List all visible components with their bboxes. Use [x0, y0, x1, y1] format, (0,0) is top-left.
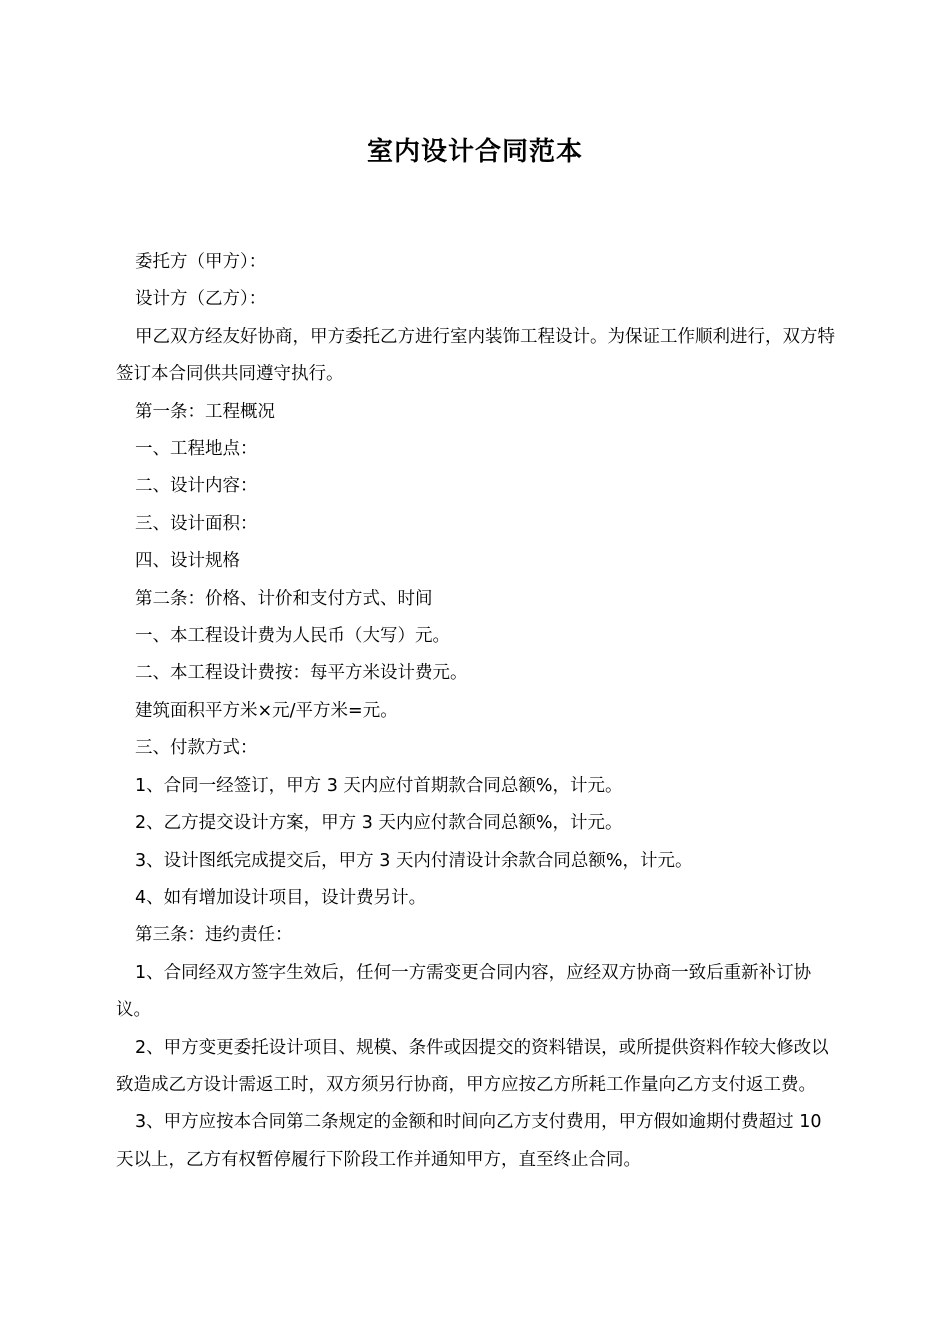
document-body: [116, 244, 840, 1179]
paragraph-payment-4: 4、如有增加设计项目，设计费另计。: [135, 887, 427, 908]
paragraph-liability-1: 1、合同经双方签字生效后，任何一方需变更合同内容，应经双方协商一致后重新补订协议。: [116, 962, 812, 1021]
paragraph-design-fee-total: 一、本工程设计费为人民币（大写）元。: [135, 626, 450, 647]
paragraph-liability-2: 2、甲方变更委托设计项目、规模、条件或因提交的资料错误，或所提供资料作较大修改以致造成乙方设计需返工时，双方须另行协商，甲方应按乙方所耗工作量向乙方支付返工费。: [116, 1037, 829, 1095]
paragraph-liability-3: 3、甲方应按本合同第二条规定的金额和时间向乙方支付费用，甲方假如逾期付费超过 10 天以上，乙方有权暂停履行下阶段工作并通知甲方，直至终止合同。: [116, 1112, 822, 1170]
article-3-heading: 第三条：违约责任：: [135, 925, 293, 946]
paragraph-design-fee-rate: 二、本工程设计费按：每平方米设计费元。: [135, 663, 468, 684]
paragraph-project-location: 一、工程地点：: [135, 439, 258, 460]
paragraph-design-spec: 四、设计规格: [135, 551, 240, 572]
paragraph-preamble: 甲乙双方经友好协商，甲方委托乙方进行室内装饰工程设计。为保证工作顺利进行，双方特签订本合同供共同遵守执行。: [116, 326, 835, 385]
paragraph-payment-2: 2、乙方提交设计方案，甲方 3 天内应付款合同总额%，计元。: [135, 813, 623, 834]
paragraph-design-area: 三、设计面积：: [135, 513, 258, 534]
paragraph-payment-1: 1、合同一经签订，甲方 3 天内应付首期款合同总额%，计元。: [135, 775, 623, 796]
paragraph-designer: 设计方（乙方）：: [135, 289, 267, 310]
paragraph-client: 委托方（甲方）：: [135, 252, 267, 272]
article-1-heading: 第一条：工程概况: [135, 401, 275, 422]
paragraph-area-formula: 建筑面积平方米×元/平方米=元。: [135, 700, 398, 721]
paragraph-payment-3: 3、设计图纸完成提交后，甲方 3 天内付清设计余款合同总额%，计元。: [135, 850, 693, 871]
paragraph-design-content: 二、设计内容：: [135, 476, 258, 497]
document-title: 室内设计合同范本: [366, 137, 583, 167]
paragraph-payment-method: 三、付款方式：: [135, 738, 258, 759]
article-2-heading: 第二条：价格、计价和支付方式、时间: [135, 588, 433, 609]
